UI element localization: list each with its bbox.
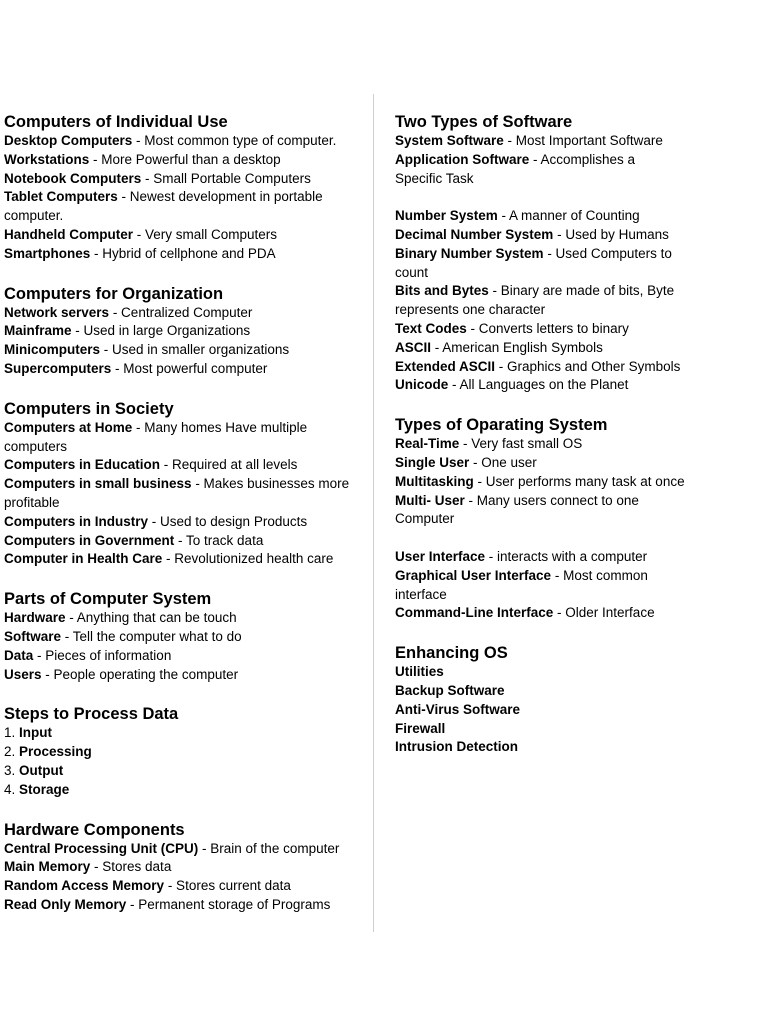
item-description: - Centralized Computer xyxy=(109,304,253,320)
item-description: - Most powerful computer xyxy=(111,360,268,376)
item-description: - Revolutionized health care xyxy=(162,551,334,567)
list-item xyxy=(395,435,685,454)
item-term: Mainframe xyxy=(4,323,72,339)
list-item xyxy=(4,170,364,189)
section-title: Computers for Organization xyxy=(4,284,224,303)
section-two-types-of-software xyxy=(395,111,685,395)
item-term: Text Codes xyxy=(395,320,467,336)
item-description: - Required at all levels xyxy=(160,457,298,473)
item-term: Unicode xyxy=(395,377,449,393)
item-term: ASCII xyxy=(395,339,432,355)
list-item xyxy=(395,207,685,226)
list-item xyxy=(4,532,364,551)
list-item xyxy=(395,245,685,283)
item-description: - Used by Humans xyxy=(553,226,669,242)
item-term: Notebook Computers xyxy=(4,170,142,186)
item-term: User Interface xyxy=(395,548,486,564)
item-term: System Software xyxy=(395,133,504,148)
item-description: - Older Interface xyxy=(553,605,655,621)
item-number: 2. xyxy=(4,744,20,760)
item-term: Computers in Government xyxy=(4,532,175,548)
list-item xyxy=(395,358,685,377)
list-item xyxy=(4,188,364,226)
list-item xyxy=(395,604,685,623)
item-number: 1. xyxy=(4,725,20,741)
item-term: Command-Line Interface xyxy=(395,605,554,621)
section-title: Types of Oparating System xyxy=(395,416,608,435)
item-description: - Many users connect to one Computer xyxy=(395,492,639,527)
list-item xyxy=(4,419,364,457)
item-term: Minicomputers xyxy=(4,342,101,358)
section-title: Enhancing OS xyxy=(395,644,508,663)
blank-line xyxy=(395,188,685,207)
item-description: - A manner of Counting xyxy=(497,208,640,224)
item-description: - User performs many task at once xyxy=(473,473,685,489)
item-term: Computers at Home xyxy=(4,419,133,435)
item-term: Extended ASCII xyxy=(395,358,496,374)
column-divider xyxy=(373,94,374,932)
item-description: - One user xyxy=(469,454,537,470)
item-term: Workstations xyxy=(4,151,90,167)
item-term: Computer in Health Care xyxy=(4,551,163,567)
right-column xyxy=(395,111,685,776)
item-term: Computers in Education xyxy=(4,457,161,473)
item-term: Multi- User xyxy=(395,492,465,508)
list-item xyxy=(4,609,364,628)
list-item xyxy=(395,320,685,339)
section-types-of-oparating-system xyxy=(395,414,685,623)
item-description: - People operating the computer xyxy=(41,666,239,682)
item-term: Input xyxy=(19,725,53,741)
item-description: - Used in smaller organizations xyxy=(100,342,290,358)
item-term: Computers in Industry xyxy=(4,513,149,529)
list-item xyxy=(395,567,685,605)
item-term: Handheld Computer xyxy=(4,226,134,242)
list-item xyxy=(395,226,685,245)
list-item xyxy=(4,322,364,341)
section-parts-of-computer-system xyxy=(4,588,364,684)
list-item xyxy=(4,132,364,151)
item-term: Main Memory xyxy=(4,859,91,875)
item-term: Network servers xyxy=(4,304,110,320)
item-description: - Anything that can be touch xyxy=(65,610,237,626)
list-item xyxy=(4,743,364,762)
list-item xyxy=(4,341,364,360)
item-term: Output xyxy=(19,762,64,778)
item-description: - interacts with a computer xyxy=(485,548,648,564)
list-item xyxy=(4,858,364,877)
item-description: - Very fast small OS xyxy=(459,436,583,452)
section-title: Two Types of Software xyxy=(395,113,573,131)
item-description: - Tell the computer what to do xyxy=(61,628,242,644)
list-item xyxy=(4,513,364,532)
section-title: Parts of Computer System xyxy=(4,590,212,609)
item-description: - Most common type of computer. xyxy=(132,133,337,148)
section-computers-in-society xyxy=(4,398,364,569)
list-item xyxy=(395,720,685,739)
item-description: - All Languages on the Planet xyxy=(448,377,629,393)
section-computers-of-individual-use xyxy=(4,111,364,264)
section-title: Steps to Process Data xyxy=(4,705,179,724)
item-description: - Converts letters to binary xyxy=(466,320,629,336)
list-item xyxy=(395,663,685,682)
item-description: - Stores data xyxy=(90,859,172,875)
item-term: Random Access Memory xyxy=(4,878,165,894)
list-item xyxy=(4,304,364,323)
item-term: Central Processing Unit (CPU) xyxy=(4,840,199,856)
list-item xyxy=(395,701,685,720)
item-description: - More Powerful than a desktop xyxy=(89,151,281,167)
list-item xyxy=(4,666,364,685)
list-item xyxy=(395,492,685,530)
item-term: Bits and Bytes xyxy=(395,283,489,299)
item-description: - Most common interface xyxy=(395,567,648,602)
item-term: Intrusion Detection xyxy=(395,739,519,755)
item-term: Supercomputers xyxy=(4,360,112,376)
item-term: Backup Software xyxy=(395,682,505,698)
item-description: - Accomplishes a Specific Task xyxy=(395,151,636,186)
list-item xyxy=(4,245,364,264)
item-description: - Hybrid of cellphone and PDA xyxy=(90,245,276,261)
item-number: 3. xyxy=(4,762,20,778)
list-item xyxy=(395,376,685,395)
item-term: Firewall xyxy=(395,720,446,736)
left-column xyxy=(4,111,364,934)
section-title: Hardware Components xyxy=(4,820,185,839)
item-description: - Pieces of information xyxy=(33,647,172,663)
item-term: Data xyxy=(4,647,34,663)
list-item xyxy=(4,360,364,379)
item-term: Read Only Memory xyxy=(4,896,127,912)
item-term: Application Software xyxy=(395,151,530,167)
item-term: Utilities xyxy=(395,664,444,680)
item-description: - Used Computers to count xyxy=(395,245,672,280)
list-item xyxy=(4,647,364,666)
item-term: Number System xyxy=(395,208,498,224)
item-description: - Graphics and Other Symbols xyxy=(495,358,681,374)
section-hardware-components xyxy=(4,819,364,915)
list-item xyxy=(4,628,364,647)
item-term: Smartphones xyxy=(4,245,91,261)
item-description: - To track data xyxy=(174,532,264,548)
item-description: - Used to design Products xyxy=(148,513,308,529)
item-term: Graphical User Interface xyxy=(395,567,552,583)
item-term: Tablet Computers xyxy=(4,189,118,205)
list-item xyxy=(395,339,685,358)
list-item xyxy=(395,682,685,701)
list-item xyxy=(395,282,685,320)
section-computers-for-organization xyxy=(4,283,364,379)
item-description: - Small Portable Computers xyxy=(141,170,311,186)
section-enhancing-os xyxy=(395,642,685,757)
list-item xyxy=(395,454,685,473)
item-description: - Used in large Organizations xyxy=(71,323,251,339)
item-description: - Stores current data xyxy=(164,878,291,894)
section-title: Computers in Society xyxy=(4,399,174,418)
item-description: - Very small Computers xyxy=(133,226,278,242)
list-item xyxy=(4,781,364,800)
item-term: Processing xyxy=(19,744,92,760)
list-item xyxy=(395,132,685,151)
item-description: - Most Important Software xyxy=(503,133,663,148)
list-item xyxy=(395,548,685,567)
section-title: Computers of Individual Use xyxy=(4,113,228,131)
item-description: - American English Symbols xyxy=(431,339,603,355)
item-description: - Permanent storage of Programs xyxy=(126,896,331,912)
list-item xyxy=(4,840,364,859)
blank-line xyxy=(395,529,685,548)
item-term: Software xyxy=(4,628,62,644)
item-term: Anti-Virus Software xyxy=(395,701,521,717)
list-item xyxy=(4,475,364,513)
list-item xyxy=(395,151,685,189)
list-item xyxy=(4,762,364,781)
item-description: - Makes businesses more profitable xyxy=(4,476,350,510)
item-number: 4. xyxy=(4,781,20,797)
item-term: Single User xyxy=(395,454,470,470)
list-item xyxy=(4,456,364,475)
item-description: - Binary are made of bits, Byte represents one character xyxy=(395,283,675,318)
list-item xyxy=(4,724,364,743)
list-item xyxy=(395,473,685,492)
list-item xyxy=(4,896,364,915)
list-item xyxy=(4,877,364,896)
item-term: Hardware xyxy=(4,610,66,626)
section-steps-to-process-data xyxy=(4,703,364,799)
item-term: Multitasking xyxy=(395,473,474,489)
list-item xyxy=(4,226,364,245)
item-term: Decimal Number System xyxy=(395,226,554,242)
list-item xyxy=(4,151,364,170)
item-description: - Brain of the computer xyxy=(198,840,340,856)
list-item xyxy=(4,550,364,569)
item-term: Binary Number System xyxy=(395,245,544,261)
item-term: Desktop Computers xyxy=(4,133,133,148)
list-item xyxy=(395,738,685,757)
item-term: Storage xyxy=(19,781,70,797)
item-term: Real-Time xyxy=(395,436,460,452)
item-term: Users xyxy=(4,666,42,682)
item-term: Computers in small business xyxy=(4,476,192,492)
item-description: - Many homes Have multiple computers xyxy=(4,419,308,454)
item-description: - Newest development in portable computer. xyxy=(4,189,323,224)
